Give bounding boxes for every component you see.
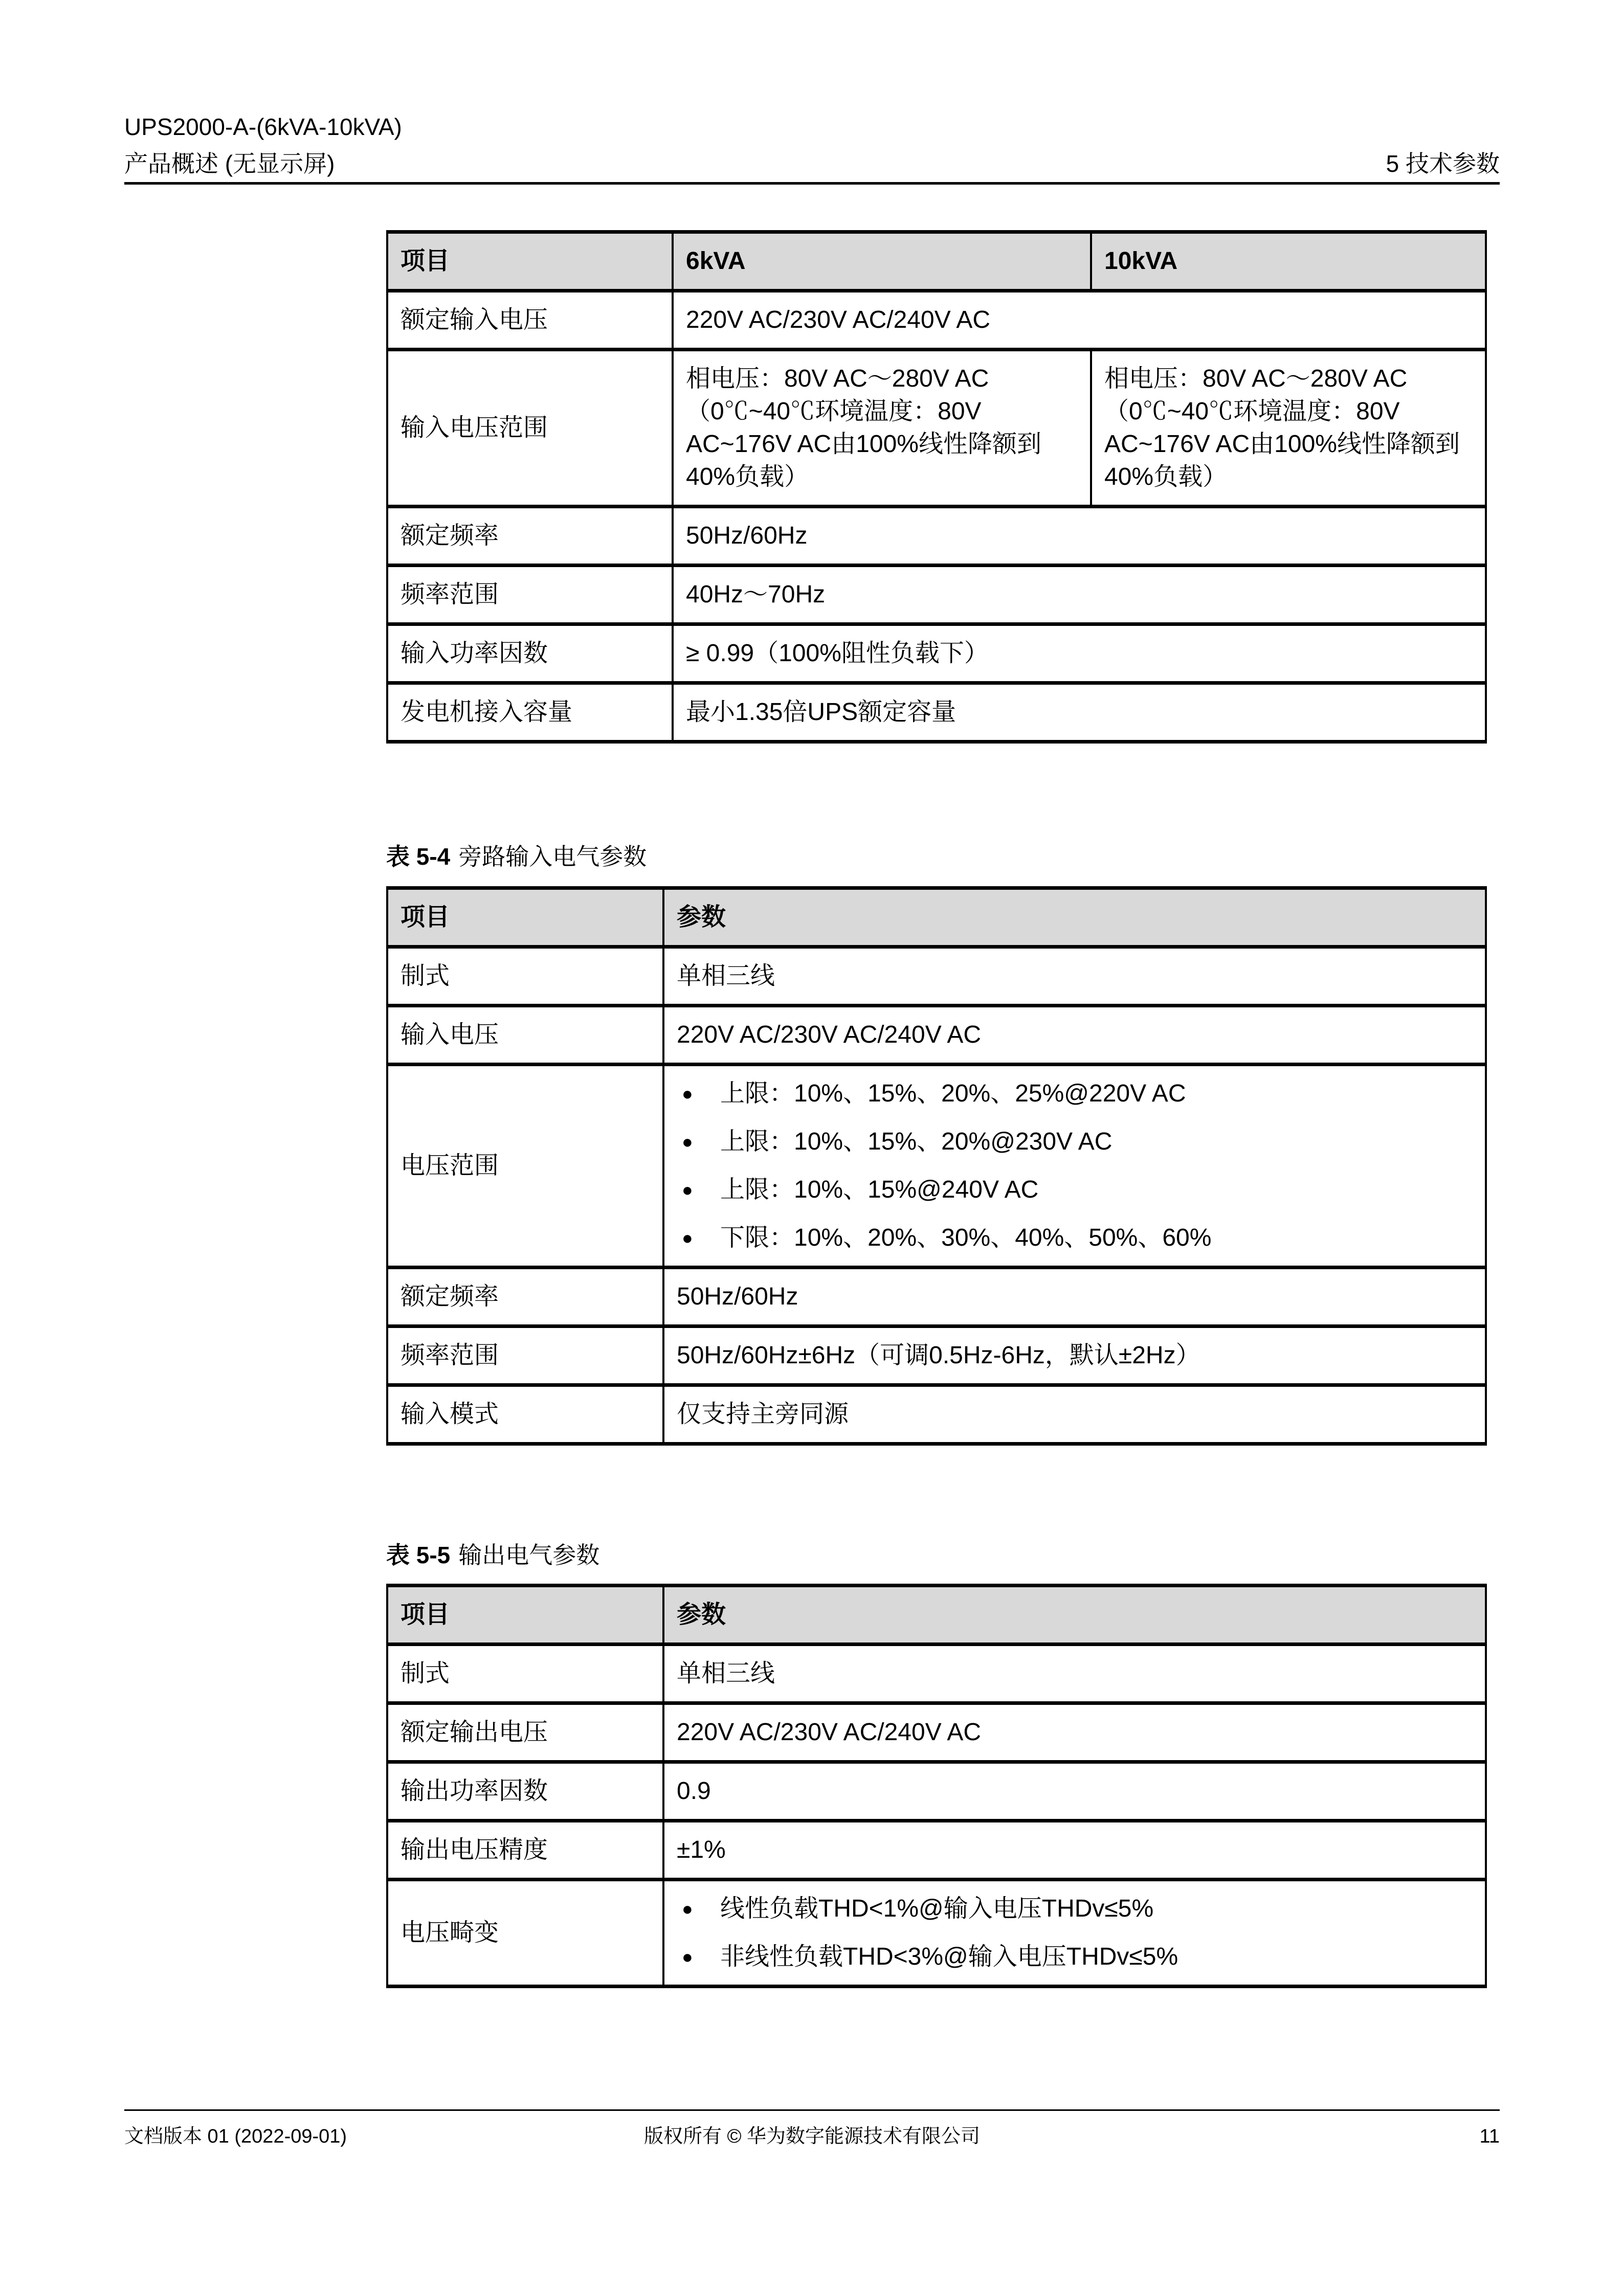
bullet-item: ● 非线性负载THD<3%@输入电压THDv≤5% bbox=[677, 1941, 1473, 1973]
row-label: 发电机接入容量 bbox=[387, 683, 673, 742]
table-header-row bbox=[387, 232, 1486, 291]
row-value: 单相三线 bbox=[663, 1645, 1486, 1703]
table-caption-output bbox=[386, 1540, 599, 1570]
row-label: 制式 bbox=[387, 947, 663, 1006]
row-label: 输出功率因数 bbox=[387, 1762, 663, 1821]
column-header-10kva: 10kVA bbox=[1091, 232, 1486, 291]
row-label: 额定频率 bbox=[387, 1268, 663, 1326]
table-row bbox=[387, 624, 1486, 683]
table-row bbox=[387, 566, 1486, 624]
bullet-item: ● 上限：10%、15%@240V AC bbox=[677, 1174, 1473, 1206]
table-row bbox=[387, 1326, 1486, 1385]
row-value-10kva: 相电压：80V AC～280V AC（0℃~40℃环境温度：80V AC~176V AC由100%线性降额到40%负载） bbox=[1091, 350, 1486, 507]
column-header-6kva: 6kVA bbox=[673, 232, 1091, 291]
table-row bbox=[387, 683, 1486, 742]
table-row bbox=[387, 350, 1486, 507]
column-header-item: 项目 bbox=[387, 1586, 663, 1645]
row-value: 220V AC/230V AC/240V AC bbox=[673, 291, 1486, 350]
row-label: 输入电压 bbox=[387, 1006, 663, 1065]
table-caption-bypass bbox=[386, 842, 647, 871]
table-row bbox=[387, 1065, 1486, 1268]
header-doc-title: 产品概述 (无显示屏) bbox=[124, 150, 335, 177]
bullet-item: ● 上限：10%、15%、20%、25%@220V AC bbox=[677, 1077, 1473, 1110]
row-label: 电压范围 bbox=[387, 1065, 663, 1268]
row-label: 输入功率因数 bbox=[387, 624, 673, 683]
output-params-table bbox=[386, 1584, 1487, 1988]
table-row bbox=[387, 1880, 1486, 1987]
row-label: 频率范围 bbox=[387, 566, 673, 624]
caption-label: 表 5-5 bbox=[386, 1542, 451, 1568]
table-header-row bbox=[387, 888, 1486, 947]
column-header-param: 参数 bbox=[663, 1586, 1486, 1645]
table-row bbox=[387, 1268, 1486, 1326]
row-value: 0.9 bbox=[663, 1762, 1486, 1821]
table-row bbox=[387, 291, 1486, 350]
row-label: 额定输入电压 bbox=[387, 291, 673, 350]
bullet-item: ● 线性负载THD<1%@输入电压THDv≤5% bbox=[677, 1893, 1473, 1925]
row-label: 电压畸变 bbox=[387, 1880, 663, 1987]
bullet-item: ● 下限：10%、20%、30%、40%、50%、60% bbox=[677, 1222, 1473, 1254]
row-label: 输入模式 bbox=[387, 1385, 663, 1444]
row-label: 输出电压精度 bbox=[387, 1821, 663, 1880]
row-value: 单相三线 bbox=[663, 947, 1486, 1006]
row-label: 输入电压范围 bbox=[387, 350, 673, 507]
page-footer bbox=[124, 2109, 1500, 2157]
bullet-list bbox=[677, 1893, 1473, 1973]
row-label: 额定输出电压 bbox=[387, 1703, 663, 1762]
table-row bbox=[387, 507, 1486, 566]
bullet-item: ● 上限：10%、15%、20%@230V AC bbox=[677, 1126, 1473, 1158]
row-value: 50Hz/60Hz bbox=[663, 1268, 1486, 1326]
footer-page-number: 11 bbox=[1479, 2126, 1500, 2147]
table-row bbox=[387, 1703, 1486, 1762]
table-row bbox=[387, 1762, 1486, 1821]
caption-text: 输出电气参数 bbox=[458, 1542, 600, 1568]
header-chapter: 5 技术参数 bbox=[1386, 150, 1500, 177]
caption-text: 旁路输入电气参数 bbox=[458, 843, 647, 870]
row-value: 仅支持主旁同源 bbox=[663, 1385, 1486, 1444]
footer-doc-version: 文档版本 01 (2022-09-01) bbox=[124, 2126, 347, 2147]
table-header-row bbox=[387, 1586, 1486, 1645]
row-label: 频率范围 bbox=[387, 1326, 663, 1385]
row-value: 50Hz/60Hz bbox=[673, 507, 1486, 566]
row-value bbox=[663, 1065, 1486, 1268]
input-params-table bbox=[386, 230, 1487, 744]
column-header-item: 项目 bbox=[387, 888, 663, 947]
row-value-6kva: 相电压：80V AC～280V AC（0℃~40℃环境温度：80V AC~176V AC由100%线性降额到40%负载） bbox=[673, 350, 1091, 507]
row-value bbox=[663, 1880, 1486, 1987]
row-label: 额定频率 bbox=[387, 507, 673, 566]
row-value: ±1% bbox=[663, 1821, 1486, 1880]
row-value: 最小1.35倍UPS额定容量 bbox=[673, 683, 1486, 742]
bypass-params-table bbox=[386, 886, 1487, 1446]
table-row bbox=[387, 1006, 1486, 1065]
bullet-list bbox=[677, 1077, 1473, 1254]
page-header bbox=[124, 108, 1500, 185]
caption-label: 表 5-4 bbox=[386, 843, 451, 870]
table-row bbox=[387, 1385, 1486, 1444]
column-header-param: 参数 bbox=[663, 888, 1486, 947]
footer-copyright: 版权所有 © 华为数字能源技术有限公司 bbox=[643, 2126, 981, 2147]
table-row bbox=[387, 1821, 1486, 1880]
row-value: 220V AC/230V AC/240V AC bbox=[663, 1703, 1486, 1762]
header-product-model: UPS2000-A-(6kVA-10kVA) bbox=[124, 114, 402, 140]
row-label: 制式 bbox=[387, 1645, 663, 1703]
row-value: ≥ 0.99（100%阻性负载下） bbox=[673, 624, 1486, 683]
row-value: 40Hz～70Hz bbox=[673, 566, 1486, 624]
row-value: 220V AC/230V AC/240V AC bbox=[663, 1006, 1486, 1065]
column-header-item: 项目 bbox=[387, 232, 673, 291]
table-row bbox=[387, 1645, 1486, 1703]
row-value: 50Hz/60Hz±6Hz（可调0.5Hz-6Hz，默认±2Hz） bbox=[663, 1326, 1486, 1385]
table-row bbox=[387, 947, 1486, 1006]
